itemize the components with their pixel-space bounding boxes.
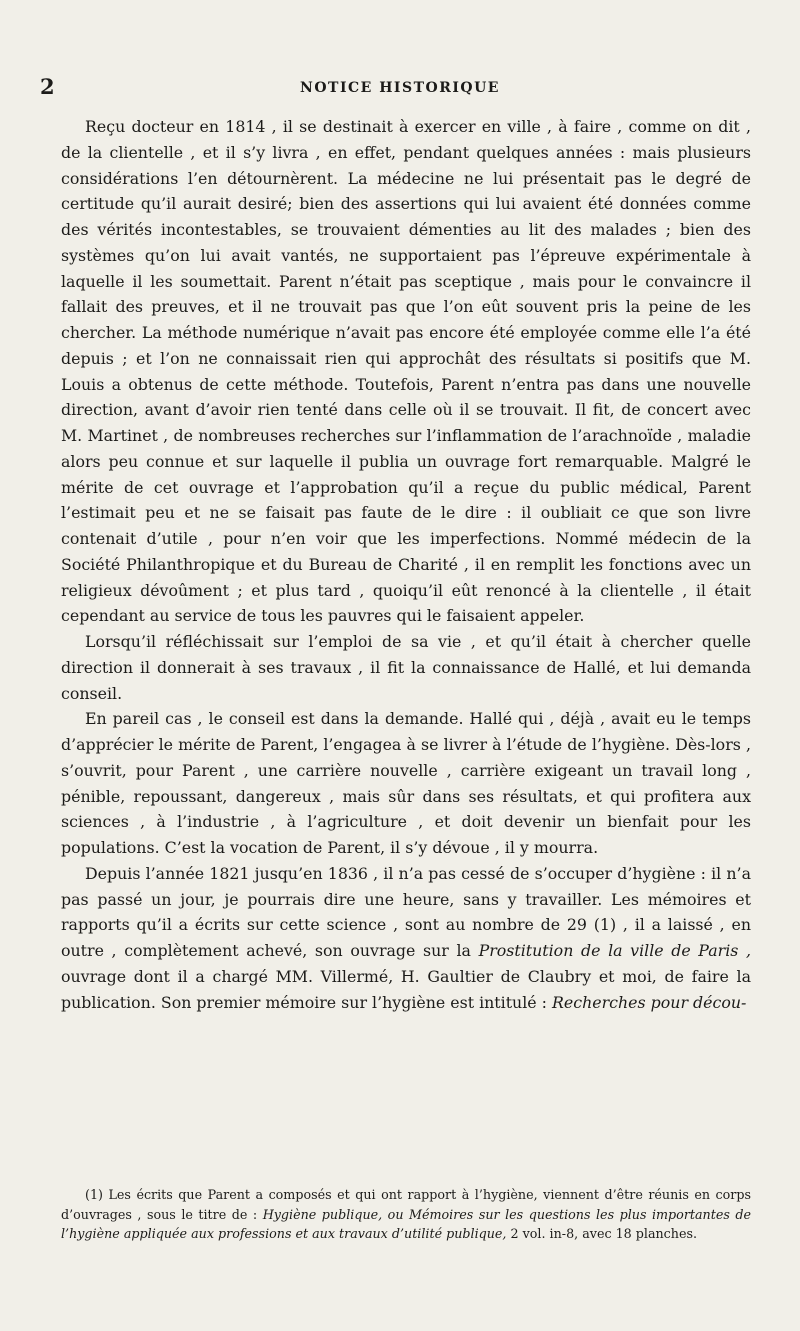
paragraph-3: En pareil cas , le conseil est dans la demande. Hallé qui , déjà , avait eu le temps d’apprécier le mérite de Parent, l’engagea à se livrer à l’étude de l’hygiène. Dès-lors , s’ouvrit, pour Parent , une carrière nouvelle , carrière exigeant un travail long , pénible, repoussant, dangereux , mais sûr dans ses résultats, et qui profitera aux sciences , à l’industrie , à l’agriculture , et doit devenir un bienfait pour les populations. C’est la vocation de Parent, il s’y dévoue , il y mourra. — [61, 709, 751, 857]
body-text — [61, 114, 751, 1015]
paragraph-1: Reçu docteur en 1814 , il se destinait à exercer en ville , à faire , comme on dit , de la clientelle , et il s’y livra , en effet, pendant quelques années : mais plusieurs considérations l’en détournèrent. La médecine ne lui présentait pas le degré de certitude qu’il aurait desiré; bien des assertions qui lui avaient été données comme des vérités incontestables, se trouvaient démenties au lit des malades ; bien des systèmes qu’on lui avait vantés, ne supportaient pas l’épreuve expérimentale à laquelle il les soumettait. Parent n’était pas sceptique , mais pour le convaincre il fallait des preuves, et il ne trouvait pas que l’on eût souvent pris la peine de les chercher. La méthode numérique n’avait pas encore été employée comme elle l’a été depuis ; et l’on ne connaissait rien qui approchât des résultats si positifs que M. Louis a obtenus de cette méthode. Toutefois, Parent n’entra pas dans une nouvelle direction, avant d’avoir rien tenté dans celle où il se trouvait. Il fit, de concert avec M. Martinet , de nombreuses recherches sur l’inflammation de l’arachnoïde , maladie alors peu connue et sur laquelle il publia un ouvrage fort remarquable. Malgré le mérite de cet ouvrage et l’approbation qu’il a reçue du public médical, Parent l’estimait peu et ne se faisait pas faute de le dire : il oubliait ce que son livre contenait d’utile , pour n’en voir que les imperfections. Nommé médecin de la Société Philanthropique et du Bureau de Charité , il en remplit les fonctions avec un religieux dévoûment ; et plus tard , quoiqu’il eût renoncé à la clientelle , il était cependant au service de tous les pauvres qui le faisaient appeler. — [61, 117, 751, 626]
work-title-recherches: Recherches pour décou- — [552, 992, 747, 1012]
paragraph-2: Lorsqu’il réfléchissait sur l’emploi de sa vie , et qu’il était à chercher quelle direction il donnerait à ses travaux , il fit la connaissance de Hallé, et lui demanda conseil. — [61, 632, 751, 703]
paragraph-4 — [61, 861, 751, 1016]
footnote-text-a: (1) Les écrits que Parent a composés et qui ont rapport à l’hygiène, viennent d’être réunis en corps d’ouvrages , sous le titre de : — [61, 1187, 751, 1222]
footnote-text-b: 2 vol. in-8, avec 18 planches. — [506, 1226, 698, 1241]
page-header — [0, 74, 800, 104]
paragraph-4-text-b: ouvrage dont il a chargé MM. Villermé, H. Gaultier de Claubry et moi, de faire la publication. Son premier mémoire sur l’hygiène est intitulé : — [61, 966, 751, 1012]
footnote-title: Hygiène publique, ou Mémoires sur les questions les plus importantes de l’hygiène appliquée aux professions et aux travaux d’utilité publique, — [61, 1206, 751, 1241]
page-number: 2 — [40, 74, 56, 99]
paragraph-4-text-a: Depuis l’année 1821 jusqu’en 1836 , il n’a pas cessé de s’occuper d’hygiène : il n’a pas passé un jour, je pourrais dire une heure, sans y travailler. Les mémoires et rapports qu’il a écrits sur cette science , sont au nombre de 29 (1) , il a laissé , en outre , complètement achevé, son ouvrage sur la — [61, 863, 751, 960]
footnote — [61, 1185, 751, 1244]
running-title: NOTICE HISTORIQUE — [300, 80, 500, 96]
work-title-prostitution: Prostitution de la ville de Paris , — [478, 941, 751, 960]
